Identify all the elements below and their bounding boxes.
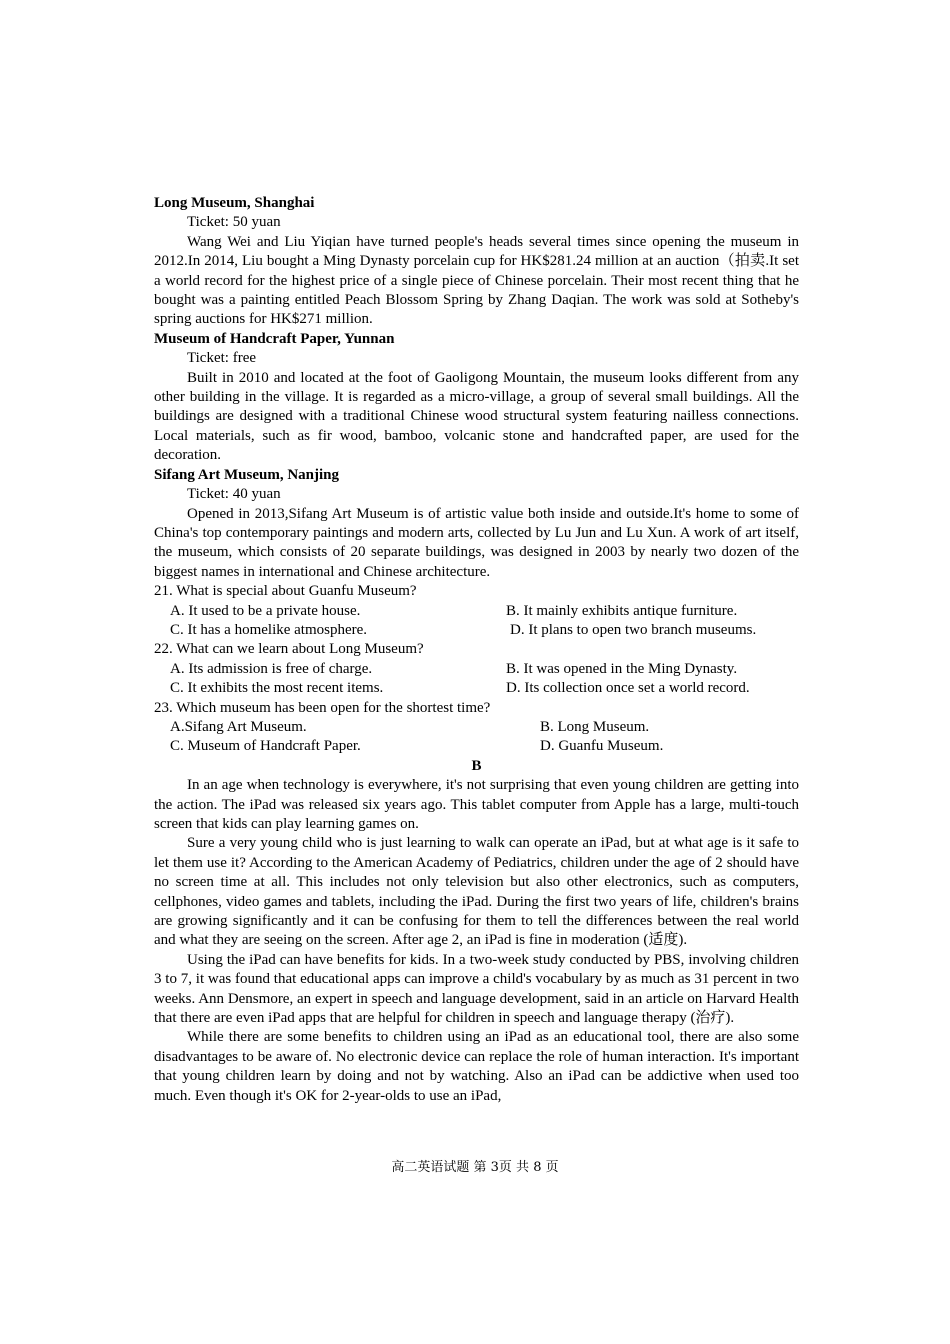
options-row [154,602,799,621]
museum-title: Long Museum, Shanghai [154,195,315,211]
options-row [154,679,799,698]
question-stem: 22. What can we learn about Long Museum? [154,641,424,658]
options-row [154,660,799,679]
passage-paragraph: While there are some benefits to children using an iPad as an educational tool, there are also some disadvantages to be aware of. No electronic device can replace the role of human interaction. It's important that young children learn by doing and not by watching. Also an iPad can be addictive when used too much. Even though it's OK for 2-year-olds to use an iPad, [154,1029,799,1104]
option-a: A. It used to be a private house. [170,602,361,619]
option-c: C. Museum of Handcraft Paper. [170,738,361,755]
museum-ticket: Ticket: free [187,350,257,367]
museum-title: Sifang Art Museum, Nanjing [154,466,340,483]
options-row [154,737,799,756]
option-d: D. Its collection once set a world record. [506,680,750,697]
option-a: A. Its admission is free of charge. [170,660,373,677]
option-a: A.Sifang Art Museum. [170,718,307,735]
museum-description: Opened in 2013,Sifang Art Museum is of artistic value both inside and outside.It's home to some of China's top contemporary paintings and modern arts, collected by Lu Jun and Lu Xun. A work of art itself, the museum, which consists of 20 separate buildings, was designed in 2003 by nearly two dozen of the biggest names in international and Chinese architecture. [154,505,799,580]
question-stem: 23. Which museum has been open for the shortest time? [154,699,491,716]
passage-paragraph: Sure a very young child who is just learning to walk can operate an iPad, but at what age is it safe to let them use it? According to the American Academy of Pediatrics, children under the age of 2 should have no screen time at all. This includes not only television but also other electronics, such as computers, cellphones, video games and tablets, including the iPad. During the first two years of life, children's brains are growing significantly and it can be confusing for them to tell the differences between the real world and what they are seeing on the screen. After age 2, an iPad is fine in moderation (适度). [154,835,799,949]
question-stem: 21. What is special about Guanfu Museum? [154,583,417,600]
museum-title: Museum of Handcraft Paper, Yunnan [154,330,395,347]
museum-ticket: Ticket: 50 yuan [187,214,281,231]
options-row [154,621,799,640]
section-label: B [471,757,482,774]
option-c: C. It exhibits the most recent items. [170,680,384,697]
page-content [154,194,799,1106]
passage-paragraph: Using the iPad can have benefits for kids. In a two-week study conducted by PBS, involving children 3 to 7, it was found that educational apps can improve a child's vocabulary by as much as 31 percent in two weeks. Ann Densmore, an expert in speech and language development, said in an article on Harvard Health that there are even iPad apps that are helpful for children in speech and language therapy (治疗). [154,951,799,1027]
museum-description: Wang Wei and Liu Yiqian have turned people's heads several times since opening the museum in 2012.In 2014, Liu bought a Ming Dynasty porcelain cup for HK$281.24 million at an auction（拍卖.It set a world record for the highest price of a single piece of Chinese porcelain. Their most recent thing that he bought was a painting entitled Peach Blossom Spring by Zhang Daqian. The work was sold at Sotheby's spring auctions for HK$271 million. [154,233,799,328]
option-c: C. It has a homelike atmosphere. [170,621,368,638]
passage-paragraph: In an age when technology is everywhere, it's not surprising that even young children are getting into the action. The iPad was released six years ago. This tablet computer from Apple has a large, multi-touch screen that kids can play learning games on. [154,777,799,832]
option-d: D. Guanfu Museum. [540,738,664,755]
option-b: B. Long Museum. [540,718,650,735]
option-d: D. It plans to open two branch museums. [510,621,757,638]
museum-description: Built in 2010 and located at the foot of Gaoligong Mountain, the museum looks different from any other building in the village. It is regarded as a micro-village, a group of several small buildings. All the buildings are designed with a traditional Chinese wood structural system featuring nailless connections. Local materials, such as fir wood, bamboo, volcanic stone and handcrafted paper, are used for the decoration. [154,369,799,464]
museum-ticket: Ticket: 40 yuan [187,486,281,503]
page-footer: 高二英语试题 第 3页 共 8 页 [391,1160,559,1175]
option-b: B. It mainly exhibits antique furniture. [506,602,738,619]
option-b: B. It was opened in the Ming Dynasty. [506,660,738,677]
options-row [154,718,799,737]
